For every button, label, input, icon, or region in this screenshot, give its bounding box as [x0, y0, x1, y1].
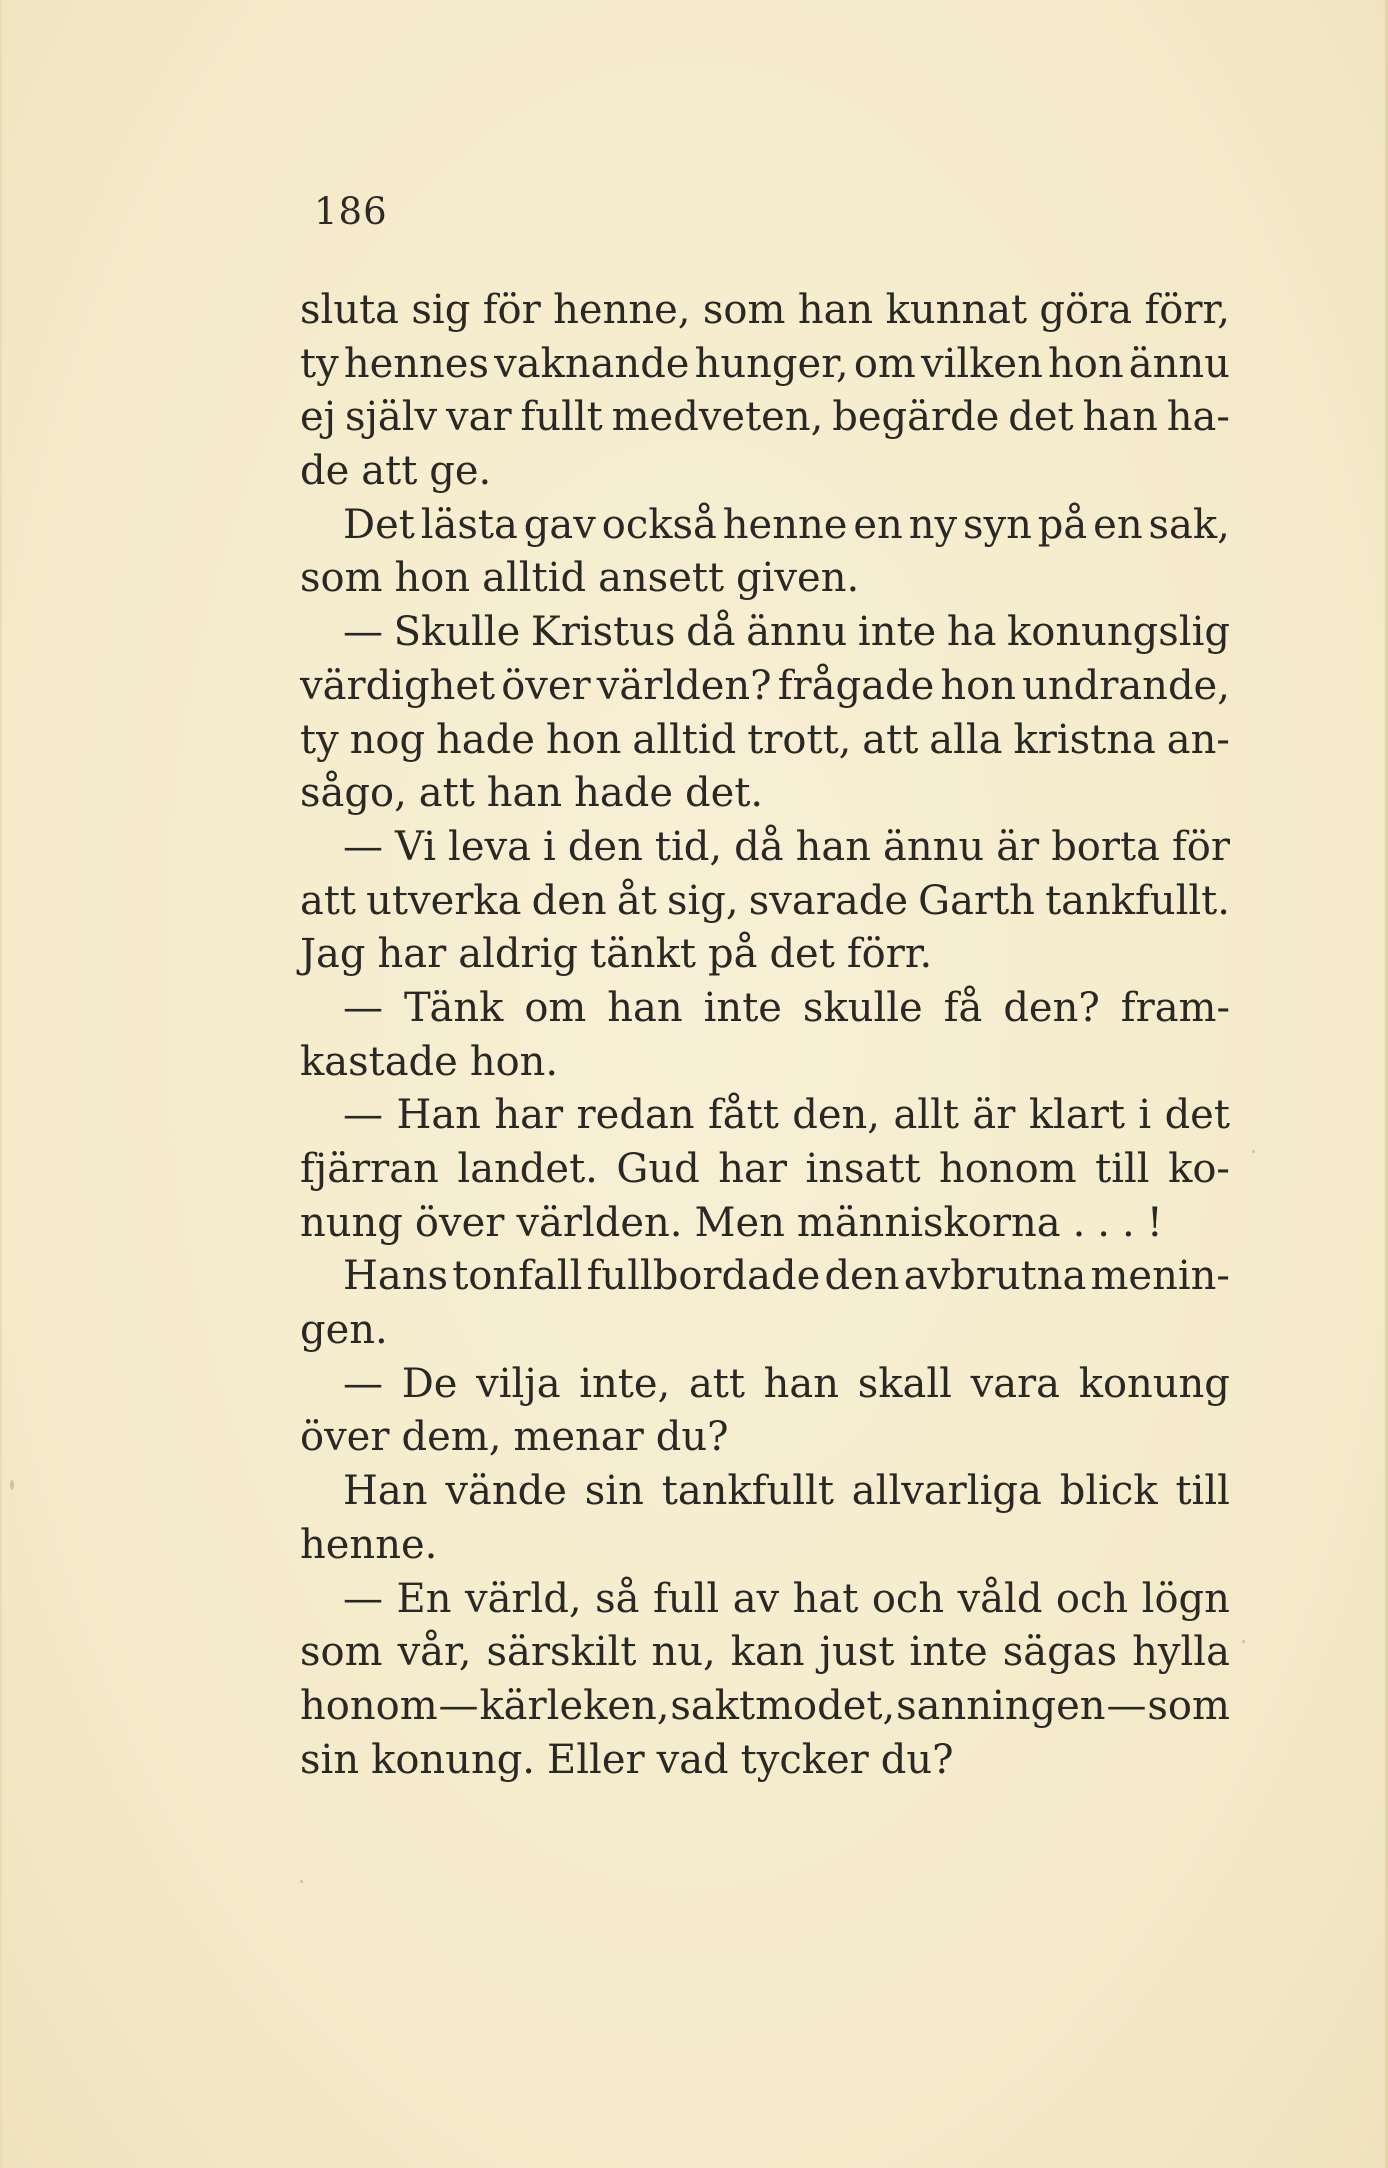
- word: nung: [300, 1199, 403, 1246]
- text-line: [300, 1197, 1230, 1251]
- word: var: [446, 394, 512, 441]
- word: särskilt: [486, 1629, 637, 1676]
- word: han: [607, 984, 683, 1031]
- word: allvarliga: [851, 1468, 1042, 1515]
- word: sågo,: [300, 770, 407, 817]
- word: utverka: [366, 877, 522, 924]
- word: är: [996, 823, 1040, 870]
- word: leva: [448, 823, 531, 870]
- paper-speck: [1252, 1150, 1255, 1153]
- word: det: [769, 931, 835, 978]
- word: honom: [939, 1146, 1077, 1192]
- word: den: [824, 1253, 900, 1300]
- text-line: [300, 767, 1230, 821]
- word: de: [300, 448, 350, 495]
- word: hade: [574, 770, 674, 817]
- text-line: [300, 391, 1230, 445]
- word: trott,: [747, 716, 852, 763]
- word: att: [862, 716, 919, 763]
- word: vände: [445, 1468, 567, 1515]
- word: insatt: [805, 1146, 921, 1192]
- word: i: [543, 823, 556, 870]
- word: göra: [1039, 287, 1133, 333]
- word: att: [361, 448, 418, 495]
- word: Jag: [300, 931, 366, 978]
- word: du?: [655, 1414, 729, 1461]
- text-line: [300, 1626, 1230, 1680]
- text-line: [300, 660, 1230, 714]
- word: världen.: [516, 1199, 683, 1246]
- word: åt: [616, 877, 657, 924]
- word: lästa: [420, 501, 518, 548]
- word: skall: [857, 1360, 952, 1407]
- word: honom: [300, 1682, 438, 1729]
- text-line: [300, 982, 1230, 1036]
- word: över: [414, 1199, 505, 1246]
- word: som: [1147, 1682, 1230, 1729]
- word: fått: [708, 1092, 779, 1139]
- word: han: [486, 770, 563, 817]
- word: borta: [1051, 823, 1160, 870]
- word: alla: [929, 716, 1003, 763]
- text-line: [300, 445, 1230, 499]
- word: som: [702, 287, 786, 333]
- word: En: [396, 1575, 452, 1622]
- word: nu,: [651, 1629, 716, 1676]
- text-line: [300, 714, 1230, 768]
- word: alltid: [482, 555, 587, 602]
- text-line: [300, 1411, 1230, 1465]
- word: hunger,: [694, 340, 849, 387]
- word: hennes: [343, 340, 489, 387]
- word: .: [1122, 1199, 1135, 1246]
- word: hade: [436, 716, 535, 763]
- paper-speck: [1242, 1640, 1245, 1643]
- word: redan: [576, 1092, 695, 1139]
- word: Gud: [616, 1146, 700, 1192]
- word: till: [1175, 1468, 1230, 1515]
- word: om: [853, 340, 916, 387]
- word: lögn: [1141, 1575, 1230, 1622]
- word: den,: [792, 1092, 881, 1139]
- word: tid,: [654, 823, 723, 870]
- body-text: [300, 284, 1230, 1787]
- word: har: [377, 931, 447, 978]
- word: tycker: [740, 1736, 869, 1783]
- word: svarade: [748, 877, 908, 924]
- word: då: [734, 823, 784, 870]
- word: tankfullt.: [1045, 877, 1230, 924]
- word: hon: [1048, 340, 1124, 387]
- word: henne: [722, 501, 848, 548]
- text-line: [300, 875, 1230, 929]
- text-line: [300, 1304, 1230, 1358]
- word: till: [1095, 1146, 1150, 1192]
- word: få: [943, 984, 983, 1031]
- word: så: [595, 1575, 640, 1622]
- word: värdighet: [300, 662, 496, 709]
- word: och: [871, 1575, 945, 1622]
- word: förr,: [1144, 287, 1230, 333]
- word: nog: [349, 716, 426, 763]
- word: över: [300, 1414, 390, 1461]
- word: att: [418, 770, 475, 817]
- word: sanningen: [896, 1682, 1106, 1729]
- word: sig: [411, 287, 471, 333]
- word: De: [401, 1360, 458, 1407]
- text-line: [300, 1089, 1230, 1143]
- word: Han: [396, 1092, 481, 1139]
- word: —: [343, 609, 383, 656]
- word: vaknande: [494, 340, 690, 387]
- word: —: [438, 1682, 479, 1729]
- word: förr.: [846, 931, 933, 978]
- word: tonfall: [452, 1253, 583, 1300]
- word: ha-: [1166, 394, 1230, 441]
- word: alltid: [632, 716, 737, 763]
- word: aldrig: [458, 931, 578, 978]
- word: att: [688, 1360, 745, 1407]
- word: konung: [1078, 1360, 1230, 1407]
- word: på: [708, 931, 758, 978]
- word: av: [732, 1575, 780, 1622]
- word: landet.: [457, 1146, 598, 1192]
- word: —: [343, 1575, 383, 1622]
- word: då: [686, 609, 736, 656]
- word: Eller: [547, 1736, 645, 1783]
- text-line: [300, 821, 1230, 875]
- word: som: [300, 555, 383, 602]
- word: gav: [523, 501, 596, 548]
- word: värld,: [464, 1575, 582, 1622]
- word: på: [1037, 501, 1088, 548]
- word: ännu: [746, 609, 848, 656]
- word: —: [343, 1360, 383, 1407]
- text-line: [300, 1734, 1230, 1788]
- word: ännu: [883, 823, 985, 870]
- word: ännu: [1128, 340, 1230, 387]
- word: fullbordade: [586, 1253, 821, 1300]
- word: världen?: [596, 662, 772, 709]
- word: —: [343, 823, 383, 870]
- word: det.: [685, 770, 764, 817]
- text-line: [300, 1519, 1230, 1573]
- word: och: [1055, 1575, 1129, 1622]
- word: har: [718, 1146, 787, 1192]
- word: fjärran: [300, 1146, 439, 1192]
- word: för: [1171, 823, 1230, 870]
- word: —: [343, 1092, 383, 1139]
- word: har: [494, 1092, 564, 1139]
- word: sin: [584, 1468, 644, 1515]
- word: medveten,: [611, 394, 824, 441]
- word: den: [531, 877, 607, 924]
- word: ge.: [429, 448, 492, 495]
- word: för: [482, 287, 541, 333]
- text-line: [300, 284, 1230, 338]
- word: att: [300, 877, 356, 924]
- word: en: [853, 501, 903, 548]
- word: sin: [300, 1736, 360, 1783]
- page-number: 186: [314, 190, 388, 233]
- word: kan: [730, 1629, 805, 1676]
- word: Tänk: [403, 984, 504, 1031]
- text-line: [300, 1680, 1230, 1734]
- word: Skulle: [393, 609, 521, 656]
- word: .: [1072, 1199, 1086, 1246]
- word: sägas: [1002, 1629, 1118, 1676]
- word: vilja: [476, 1360, 561, 1407]
- word: menar: [513, 1414, 644, 1461]
- word: en: [1093, 501, 1143, 548]
- word: given.: [736, 555, 860, 602]
- word: menin-: [1090, 1253, 1230, 1300]
- word: tankfullt: [661, 1468, 834, 1515]
- word: hat: [792, 1575, 859, 1622]
- word: det: [1008, 394, 1074, 441]
- text-line: [300, 606, 1230, 660]
- word: sluta: [300, 287, 400, 333]
- word: i: [1138, 1092, 1152, 1139]
- text-line: [300, 1465, 1230, 1519]
- word: —: [343, 984, 383, 1031]
- word: avbrutna: [903, 1253, 1087, 1300]
- text-line: [300, 499, 1230, 553]
- word: konungslig: [1007, 609, 1230, 656]
- word: just: [819, 1629, 895, 1676]
- word: skulle: [802, 984, 923, 1031]
- word: hylla: [1132, 1629, 1230, 1676]
- word: du?: [880, 1736, 954, 1783]
- word: ha: [946, 609, 997, 656]
- word: som: [300, 1629, 383, 1676]
- word: människorna: [796, 1199, 1061, 1246]
- word: också: [601, 501, 717, 548]
- word: kärleken,: [479, 1682, 670, 1729]
- word: full: [653, 1575, 720, 1622]
- word: kristna: [1013, 716, 1156, 763]
- word: Men: [694, 1199, 785, 1246]
- paper-speck: [300, 1880, 303, 1883]
- word: ko-: [1168, 1146, 1230, 1192]
- text-line: [300, 1250, 1230, 1304]
- word: ty: [300, 340, 339, 387]
- word: är: [972, 1092, 1016, 1139]
- word: den?: [1003, 984, 1100, 1031]
- word: fullt: [520, 394, 603, 441]
- word: över: [501, 662, 591, 709]
- word: våld: [957, 1575, 1043, 1622]
- word: han: [763, 1360, 840, 1407]
- word: ansett: [598, 555, 725, 602]
- word: dem,: [401, 1414, 502, 1461]
- text-line: [300, 1573, 1230, 1627]
- word: hon: [394, 555, 471, 602]
- word: Vi: [395, 823, 437, 870]
- word: om: [524, 984, 587, 1031]
- word: Han: [343, 1468, 428, 1515]
- word: sig,: [666, 877, 739, 924]
- word: han: [1082, 394, 1158, 441]
- text-line: [300, 928, 1230, 982]
- word: kunnat: [885, 287, 1028, 333]
- word: det: [1164, 1092, 1230, 1139]
- word: —: [1106, 1682, 1147, 1729]
- word: Garth: [918, 877, 1035, 924]
- word: inte: [703, 984, 782, 1031]
- word: hon: [940, 662, 1016, 709]
- word: frågade: [777, 662, 935, 709]
- text-line: [300, 338, 1230, 392]
- word: vara: [970, 1360, 1061, 1407]
- word: gen.: [300, 1307, 388, 1354]
- word: an-: [1166, 716, 1230, 763]
- word: henne.: [300, 1521, 438, 1568]
- word: undrande,: [1022, 662, 1230, 709]
- word: konung.: [371, 1736, 536, 1783]
- word: hon: [545, 716, 622, 763]
- word: han: [795, 823, 871, 870]
- word: klart: [1028, 1092, 1125, 1139]
- word: vilken: [920, 340, 1043, 387]
- word: !: [1146, 1199, 1163, 1246]
- text-line: [300, 1036, 1230, 1090]
- word: han: [797, 287, 874, 333]
- paper-speck: [10, 1480, 14, 1490]
- word: fram-: [1120, 984, 1230, 1031]
- word: saktmodet,: [670, 1682, 896, 1729]
- word: Det: [343, 501, 415, 548]
- word: ny: [908, 501, 958, 548]
- word: hon.: [469, 1038, 559, 1085]
- text-line: [300, 1358, 1230, 1412]
- word: vår,: [397, 1629, 472, 1676]
- word: inte,: [579, 1360, 671, 1407]
- word: allt: [893, 1092, 959, 1139]
- word: Hans: [343, 1253, 449, 1300]
- text-line: [300, 1143, 1230, 1197]
- word: den: [567, 823, 643, 870]
- word: vad: [656, 1736, 729, 1783]
- word: inte: [909, 1629, 988, 1676]
- word: blick: [1059, 1468, 1158, 1515]
- word: inte: [857, 609, 937, 656]
- text-line: [300, 552, 1230, 606]
- word: tänkt: [590, 931, 696, 978]
- word: henne,: [553, 287, 691, 333]
- word: sak,: [1148, 501, 1230, 548]
- word: .: [1097, 1199, 1110, 1246]
- word: ty: [300, 716, 339, 763]
- word: Kristus: [530, 609, 676, 656]
- word: kastade: [300, 1038, 458, 1085]
- word: begärde: [832, 394, 1000, 441]
- word: ej: [300, 394, 337, 441]
- word: syn: [962, 501, 1032, 548]
- word: själv: [344, 394, 438, 441]
